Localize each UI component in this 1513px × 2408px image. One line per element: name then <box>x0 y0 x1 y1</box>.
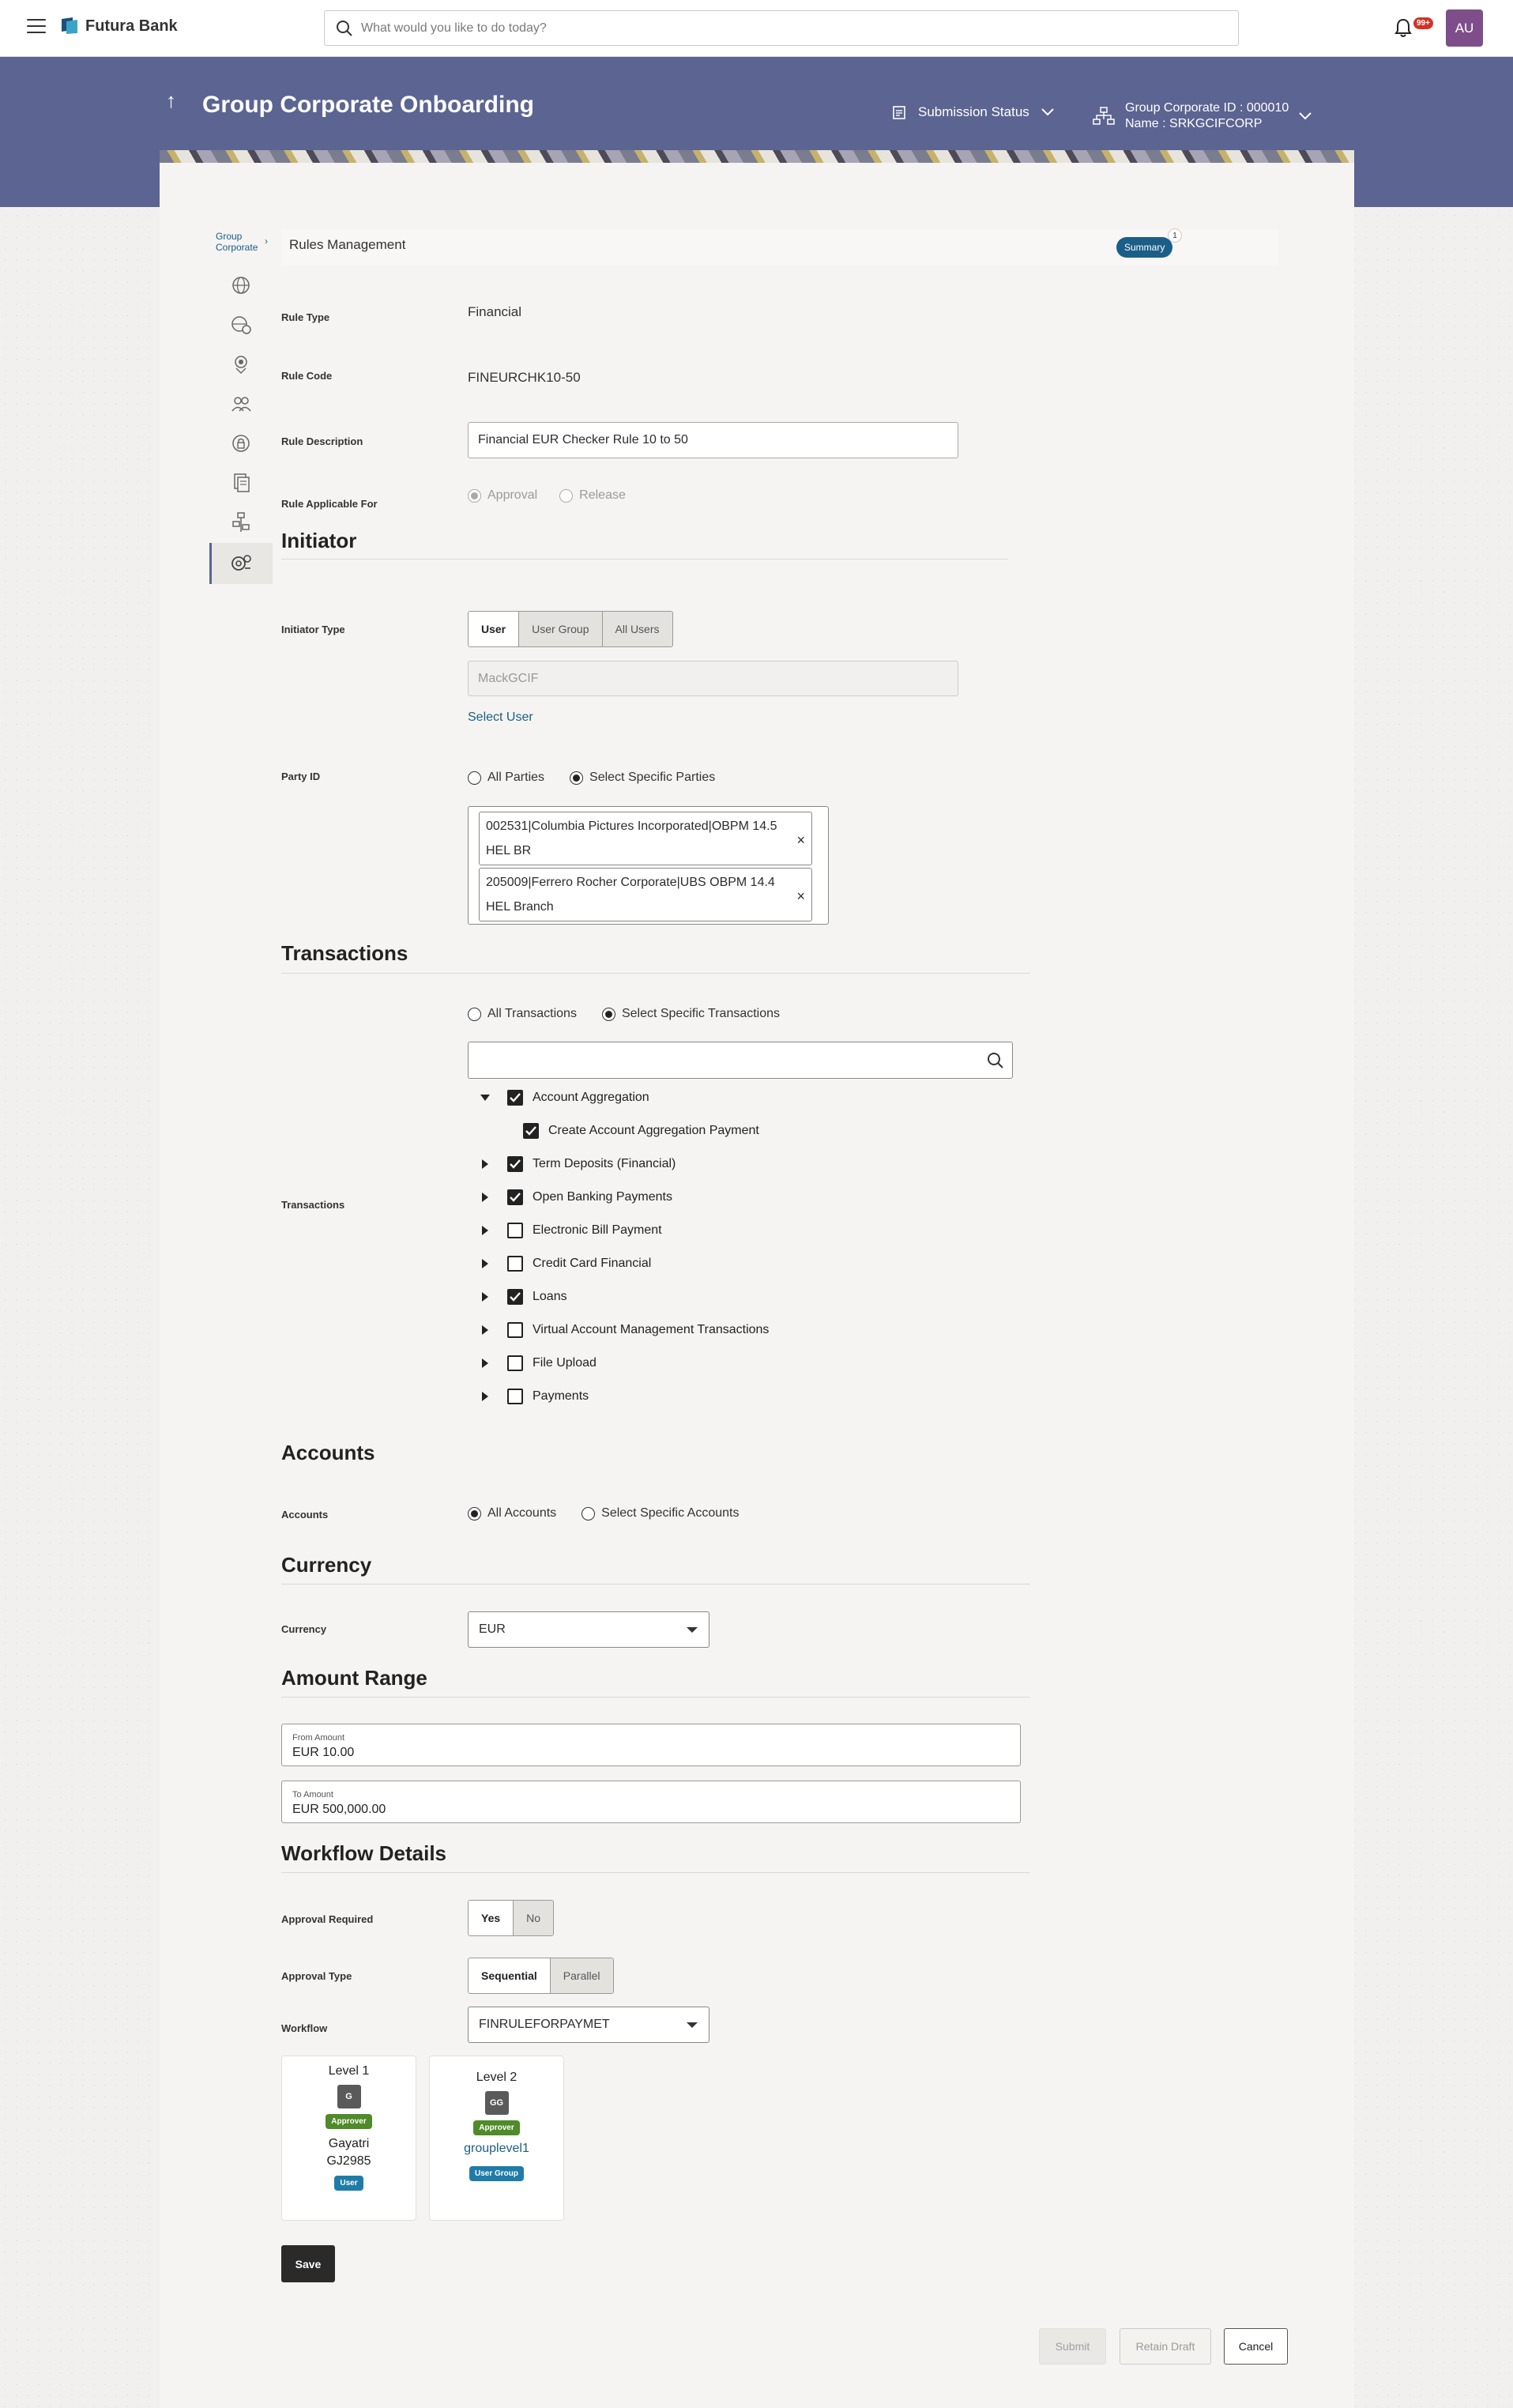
tree-item <box>479 1219 662 1242</box>
chevron-down-icon <box>1041 107 1055 117</box>
submission-status-label: Submission Status <box>918 104 1029 119</box>
party-chip <box>479 812 812 865</box>
initiator-user-field <box>468 661 958 696</box>
sidenav-breadcrumb[interactable] <box>216 231 268 253</box>
save-button[interactable]: Save <box>281 2245 335 2282</box>
checkmark-icon <box>525 1126 536 1136</box>
to-amount-field[interactable] <box>281 1781 1021 1823</box>
rules-settings-icon[interactable] <box>223 548 259 579</box>
tree-checkbox[interactable] <box>523 1123 539 1139</box>
search-input[interactable] <box>361 19 1214 38</box>
radio-all-transactions[interactable] <box>468 1007 577 1021</box>
tree-item-label: File Upload <box>533 1356 597 1370</box>
approver-id: GJ2985 <box>326 2154 371 2168</box>
radio-approval-label: Approval <box>487 488 538 502</box>
transactions-search-input[interactable] <box>468 1042 1013 1079</box>
tree-checkbox[interactable] <box>507 1256 523 1272</box>
initiator-type-toggle <box>468 611 673 647</box>
org-hierarchy-icon <box>1092 106 1116 126</box>
radio-select-specific-parties-label: Select Specific Parties <box>589 771 716 784</box>
bank-logo-icon <box>60 16 79 35</box>
party-chip-line1: 205009|Ferrero Rocher Corporate|UBS OBPM 14.4 <box>486 876 775 889</box>
tree-checkbox[interactable] <box>507 1322 523 1338</box>
rule-code-label: Rule Code <box>281 370 333 382</box>
remove-party-icon[interactable]: × <box>796 832 805 848</box>
caret-right-icon[interactable] <box>479 1291 491 1302</box>
tree-item <box>479 1385 589 1408</box>
radio-release-label: Release <box>579 488 626 502</box>
menu-icon[interactable] <box>27 19 46 33</box>
clipboard-icon <box>891 104 907 120</box>
rule-type-label: Rule Type <box>281 311 330 323</box>
tree-checkbox[interactable] <box>507 1355 523 1371</box>
tree-item <box>479 1285 567 1309</box>
tree-checkbox[interactable] <box>507 1389 523 1404</box>
to-amount-value: EUR 500,000.00 <box>292 1803 386 1816</box>
search-icon <box>987 1052 1004 1069</box>
approval-type-label: Approval Type <box>281 1970 352 1982</box>
summary-count-badge: 1 <box>1168 228 1182 243</box>
tree-item-label: Open Banking Payments <box>533 1190 672 1204</box>
accounts-label: Accounts <box>281 1509 329 1521</box>
rule-description-input[interactable] <box>468 422 958 458</box>
globe-icon[interactable] <box>223 269 259 301</box>
radio-all-parties-label: All Parties <box>487 771 545 784</box>
caret-right-icon[interactable] <box>479 1391 491 1402</box>
tree-item <box>479 1152 676 1176</box>
radio-select-specific-accounts-label: Select Specific Accounts <box>601 1506 740 1520</box>
approval-required-yes[interactable]: Yes <box>469 1901 513 1935</box>
caret-right-icon[interactable] <box>479 1325 491 1336</box>
from-amount-field[interactable] <box>281 1724 1021 1766</box>
from-amount-value: EUR 10.00 <box>292 1746 355 1759</box>
workflow-select[interactable] <box>468 2007 709 2043</box>
checkmark-icon <box>510 1193 521 1202</box>
tree-item-label: Credit Card Financial <box>533 1257 652 1270</box>
section-divider <box>281 559 1008 560</box>
approval-required-toggle <box>468 1900 554 1936</box>
level-initials: G <box>337 2085 361 2108</box>
lock-clock-icon[interactable] <box>223 428 259 459</box>
transactions-section-title: Transactions <box>281 941 408 965</box>
radio-select-specific-accounts[interactable] <box>581 1506 739 1521</box>
initiator-type-label: Initiator Type <box>281 624 345 635</box>
checkmark-icon <box>510 1292 521 1302</box>
tree-child-item <box>523 1119 759 1143</box>
tree-checkbox[interactable] <box>507 1090 523 1106</box>
to-amount-label: To Amount <box>292 1790 333 1799</box>
from-amount-label: From Amount <box>292 1733 345 1743</box>
page-title: Group Corporate Onboarding <box>202 92 534 118</box>
caret-right-icon[interactable] <box>479 1358 491 1369</box>
tree-checkbox[interactable] <box>507 1189 523 1205</box>
radio-all-accounts-label: All Accounts <box>487 1506 557 1520</box>
checkmark-icon <box>510 1159 521 1169</box>
initiator-section-title: Initiator <box>281 529 357 552</box>
approver-badge: Approver <box>326 2114 371 2129</box>
search-icon <box>336 20 353 37</box>
level-title: Level 1 <box>328 2064 370 2078</box>
radio-all-parties[interactable] <box>468 771 544 785</box>
breadcrumb-current: Rules Management <box>289 237 406 252</box>
radio-all-accounts[interactable] <box>468 1506 556 1521</box>
approver-type-badge: User Group <box>469 2166 524 2181</box>
approver-badge: Approver <box>473 2120 519 2135</box>
tree-item <box>479 1185 672 1209</box>
radio-all-transactions-label: All Transactions <box>487 1007 577 1020</box>
remove-party-icon[interactable]: × <box>796 888 805 904</box>
radio-approval[interactable] <box>468 488 537 503</box>
caret-down-icon <box>687 1627 698 1633</box>
approval-required-label: Approval Required <box>281 1913 374 1925</box>
initiator-type-all-users[interactable]: All Users <box>602 612 672 646</box>
banner-image-strip <box>160 150 1354 163</box>
caret-right-icon[interactable] <box>479 1192 491 1203</box>
back-arrow-icon[interactable]: ↑ <box>166 89 176 112</box>
tree-item-label: Loans <box>533 1290 567 1303</box>
submission-status-dropdown[interactable] <box>891 104 1055 120</box>
amount-range-section-title: Amount Range <box>281 1666 427 1690</box>
tree-item-label: Term Deposits (Financial) <box>533 1157 676 1170</box>
workflow-tree-icon[interactable] <box>223 507 259 538</box>
tree-item-label: Create Account Aggregation Payment <box>548 1124 759 1137</box>
cancel-button[interactable]: Cancel <box>1224 2328 1288 2365</box>
rule-applicable-label: Rule Applicable For <box>281 498 378 510</box>
section-divider <box>281 1584 1030 1585</box>
caret-right-icon[interactable] <box>479 1159 491 1170</box>
admin-globe-icon[interactable] <box>223 309 259 341</box>
currency-label: Currency <box>281 1623 327 1635</box>
accounts-section-title: Accounts <box>281 1441 375 1464</box>
approver-name: Gayatri <box>328 2137 370 2150</box>
level-title: Level 2 <box>476 2071 518 2084</box>
group-corporate-name: Name : SRKGCIFCORP <box>1125 117 1263 130</box>
approval-type-parallel[interactable]: Parallel <box>550 1958 613 1993</box>
radio-select-specific-parties[interactable] <box>570 771 715 785</box>
submit-button[interactable]: Submit <box>1039 2328 1106 2365</box>
party-chip-line1: 002531|Columbia Pictures Incorporated|OBPM 14.5 <box>486 820 777 833</box>
party-chip-line2: HEL Branch <box>486 900 554 914</box>
workflow-selected-value: FINRULEFORPAYMET <box>479 2018 610 2031</box>
section-divider <box>281 973 1030 974</box>
section-divider <box>281 1697 1030 1698</box>
approval-type-sequential[interactable]: Sequential <box>469 1958 550 1993</box>
section-divider <box>281 1872 1030 1873</box>
notification-badge: 99+ <box>1413 17 1433 29</box>
caret-down-icon[interactable] <box>479 1094 491 1102</box>
initiator-type-user[interactable]: User <box>469 612 518 646</box>
tree-checkbox[interactable] <box>507 1289 523 1305</box>
caret-right-icon[interactable] <box>479 1258 491 1269</box>
initiator-type-user-group[interactable]: User Group <box>518 612 601 646</box>
workflow-section-title: Workflow Details <box>281 1841 447 1865</box>
documents-icon[interactable] <box>223 467 259 499</box>
workflow-level-card <box>281 2056 416 2221</box>
bell-icon[interactable] <box>1394 17 1413 38</box>
workflow-label: Workflow <box>281 2022 328 2034</box>
tree-item-label: Account Aggregation <box>533 1091 649 1104</box>
radio-release[interactable] <box>559 488 626 503</box>
select-user-link[interactable]: Select User <box>468 710 533 724</box>
avatar[interactable]: AU <box>1446 9 1483 47</box>
approver-type-badge: User <box>334 2176 363 2191</box>
retain-draft-button[interactable]: Retain Draft <box>1120 2328 1211 2365</box>
summary-button[interactable]: Summary <box>1116 237 1172 258</box>
tree-checkbox[interactable] <box>507 1223 523 1238</box>
tree-item <box>479 1351 597 1375</box>
transactions-label: Transactions <box>281 1199 345 1211</box>
tree-item-label: Payments <box>533 1389 589 1403</box>
checkmark-icon <box>510 1093 521 1102</box>
caret-down-icon <box>687 2022 698 2028</box>
bank-name: Futura Bank <box>85 17 178 35</box>
tree-item-label: Electronic Bill Payment <box>533 1223 662 1237</box>
currency-selected-value: EUR <box>479 1622 506 1636</box>
rule-description-value: Financial EUR Checker Rule 10 to 50 <box>478 433 688 447</box>
level-initials: GG <box>485 2091 509 2115</box>
approver-group-link[interactable]: grouplevel1 <box>464 2142 529 2155</box>
workflow-level-card <box>429 2056 564 2221</box>
currency-select[interactable] <box>468 1611 709 1648</box>
group-corporate-id: Group Corporate ID : 000010 <box>1125 101 1289 115</box>
tree-item-label: Virtual Account Management Transactions <box>533 1323 770 1336</box>
rule-description-label: Rule Description <box>281 435 363 447</box>
top-bar <box>0 0 1513 57</box>
tree-item <box>479 1086 649 1110</box>
party-id-label: Party ID <box>281 771 321 782</box>
users-group-icon[interactable] <box>223 388 259 420</box>
chevron-right-icon: › <box>265 236 268 247</box>
rule-type-value: Financial <box>468 304 522 319</box>
initiator-user-value: MackGCIF <box>478 671 539 685</box>
party-chip-line2: HEL BR <box>486 844 532 857</box>
sidenav-crumb-line2: Corporate <box>216 242 258 253</box>
group-corporate-selector[interactable] <box>1092 100 1312 132</box>
rule-code-value: FINEURCHK10-50 <box>468 370 581 385</box>
chevron-down-icon <box>1298 111 1312 121</box>
currency-section-title: Currency <box>281 1553 372 1577</box>
radio-select-specific-transactions[interactable] <box>602 1007 780 1021</box>
tree-item <box>479 1318 769 1342</box>
approval-type-toggle <box>468 1958 614 1994</box>
caret-right-icon[interactable] <box>479 1225 491 1236</box>
approval-required-no[interactable]: No <box>513 1901 553 1935</box>
party-chip <box>479 868 812 921</box>
tree-checkbox[interactable] <box>507 1156 523 1172</box>
tree-item <box>479 1252 651 1276</box>
sidenav-crumb-line1: Group <box>216 231 243 242</box>
radio-select-specific-transactions-label: Select Specific Transactions <box>621 1007 781 1020</box>
location-pin-icon[interactable] <box>223 349 259 380</box>
search-box[interactable] <box>324 10 1239 46</box>
